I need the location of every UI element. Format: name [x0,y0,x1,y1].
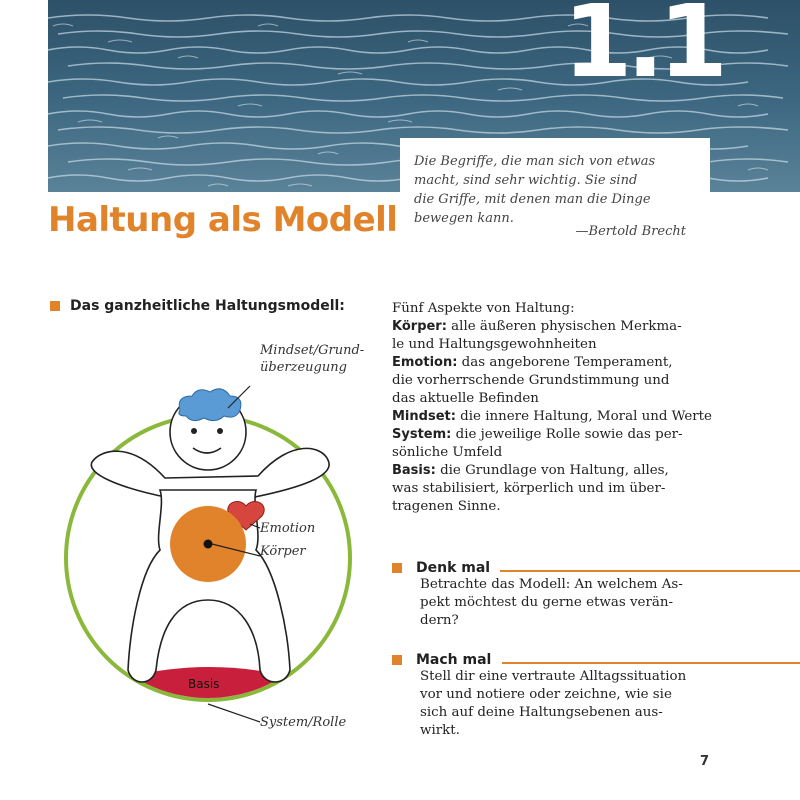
aspect-term: Mindset: [392,409,456,424]
mach-mal-rule [502,662,800,664]
aspect-item [392,462,738,516]
label-mindset [260,342,364,376]
aspect-item [392,318,738,354]
denk-mal-heading: Denk mal [416,560,491,576]
label-emotion: Emotion [260,521,316,536]
bullet-square-icon [392,563,402,573]
aspect-term: Basis: [392,463,436,478]
quote-line: macht, sind sehr wichtig. Sie sind [414,173,638,188]
mach-mal-heading-row [392,652,738,668]
model-heading [50,298,345,314]
aspect-text: die innere Haltung, Moral und Werte [455,409,712,424]
aspect-item [392,408,738,426]
aspects-intro: Fünf Aspekte von Haltung: [392,301,575,316]
denk-mal-body: Betrachte das Modell: An welchem As- pekt möchtest du gerne etwas verän- dern? [420,577,683,628]
denk-mal-section [392,560,738,630]
label-mindset-line2: überzeugung [260,360,347,375]
mach-mal-heading: Mach mal [416,652,492,668]
aspect-text: die Grundlage von Haltung, alles, was stabilisiert, körperlich und im über- tragenen Sinne. [392,463,669,514]
system-leader [208,704,260,722]
denk-mal-heading-row [392,560,738,576]
quote-line: Die Begriffe, die man sich von etwas [414,154,656,169]
quote-box [400,138,710,250]
figure-eye-left [191,428,197,434]
quote-text [414,152,704,228]
page-number: 7 [700,754,710,769]
aspects-section [392,300,738,516]
label-koerper: Körper [260,544,306,559]
belly-dot [204,540,213,549]
quote-line: die Griffe, mit denen man die Dinge [414,192,651,207]
page-title: Haltung als Modell [48,200,398,240]
label-mindset-line1: Mindset/Grund- [260,343,365,358]
label-basis: Basis [188,677,220,691]
aspect-term: Körper: [392,319,447,334]
mach-mal-section [392,652,738,740]
denk-mal-rule [500,570,800,572]
aspect-term: Emotion: [392,355,458,370]
quote-line: bewegen kann. [414,211,514,226]
aspect-item [392,426,738,462]
label-system: System/Rolle [260,715,347,730]
model-heading-text: Das ganzheitliche Haltungsmodell: [70,298,345,314]
haltungsmodell-diagram [60,330,380,754]
bullet-square-icon [392,655,402,665]
aspect-item [392,354,738,408]
chapter-number: 1.1 [562,0,722,100]
bullet-square-icon [50,301,60,311]
aspect-text: das angeborene Temperament, die vorherrschende Grundstimmung und das aktuelle Befinden [392,355,673,406]
aspect-term: System: [392,427,452,442]
figure-eye-right [217,428,223,434]
quote-author: —Bertold Brecht [575,224,686,239]
aspect-text: die jeweilige Rolle sowie das per- sönliche Umfeld [392,427,683,460]
mach-mal-body: Stell dir eine vertraute Alltagssituation vor und notiere oder zeichne, wie sie sich auf deine Haltungsebenen aus- wirkt. [420,669,687,738]
aspect-text: alle äußeren physischen Merkma- le und Haltungsgewohnheiten [392,319,682,352]
